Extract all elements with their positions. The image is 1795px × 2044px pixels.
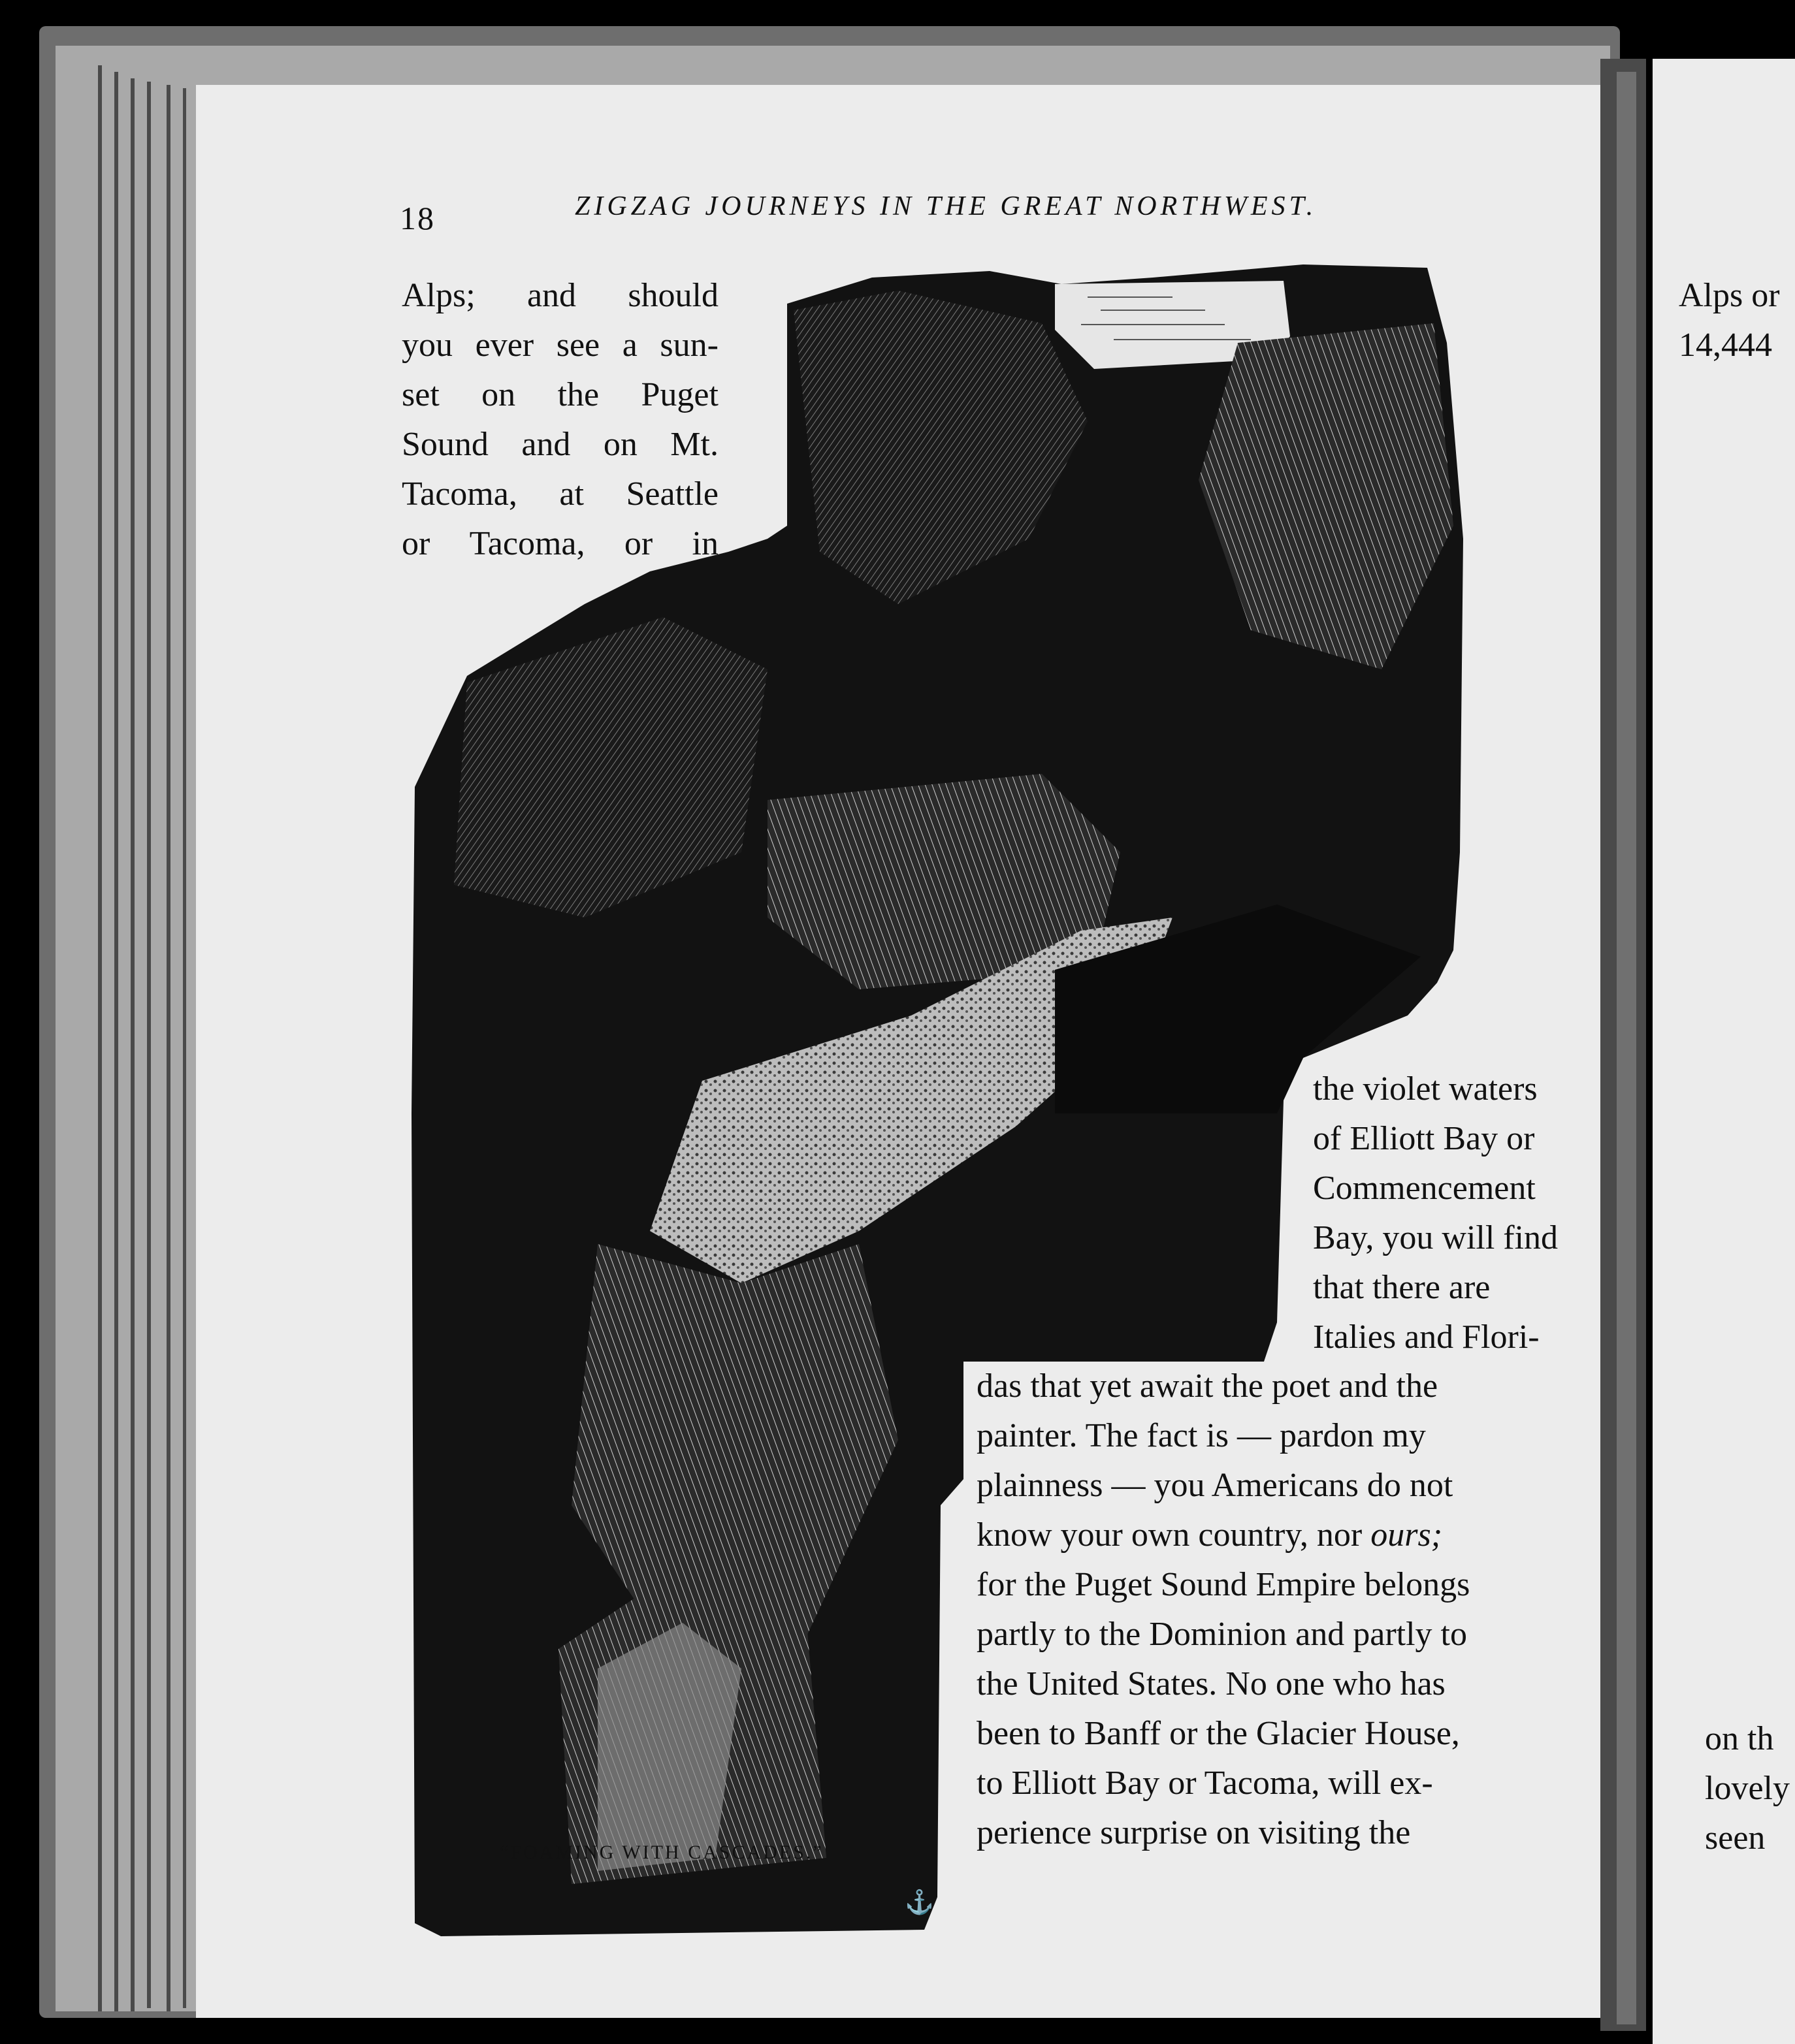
- facing-page-text-bottom: [1705, 1714, 1790, 1863]
- running-head: ZIGZAG JOURNEYS IN THE GREAT NORTHWEST.: [575, 191, 1318, 221]
- text-line: Italies and Flori-: [1313, 1318, 1540, 1356]
- text-line-with-italic: [977, 1510, 1620, 1560]
- text-segment: know your own country, nor: [977, 1516, 1371, 1554]
- text-line: the violet waters: [1313, 1070, 1538, 1108]
- text-line: of Elliott Bay or: [1313, 1120, 1535, 1157]
- page-edge-line: [98, 65, 102, 2011]
- text-line: Commencement: [1313, 1170, 1536, 1207]
- facing-page-text-top: [1679, 271, 1780, 370]
- page-edge-line: [131, 78, 135, 2011]
- text-line: plainness — you Americans do not: [977, 1467, 1453, 1504]
- text-line: Tacoma, at Seattle: [402, 475, 719, 513]
- italic-suffix: ;: [1431, 1516, 1443, 1554]
- bottom-text-column: [977, 1362, 1620, 1858]
- page-edge-line: [167, 85, 170, 2011]
- page-edge-line: [114, 72, 118, 2011]
- text-line: been to Banff or the Glacier House,: [977, 1715, 1460, 1752]
- svg-text:⚓: ⚓: [905, 1889, 934, 1915]
- text-line: das that yet await the poet and the: [977, 1367, 1438, 1405]
- text-line: Alps; and should: [402, 277, 719, 314]
- page-edge-line: [183, 88, 186, 2008]
- text-line: lovely: [1705, 1770, 1790, 1807]
- text-line: partly to the Dominion and partly to: [977, 1616, 1467, 1653]
- text-line: for the Puget Sound Empire belongs: [977, 1566, 1470, 1603]
- text-line: set on the Puget: [402, 376, 719, 413]
- text-line: Sound and on Mt.: [402, 426, 719, 463]
- text-line: on th: [1705, 1720, 1774, 1757]
- page-number: 18: [400, 200, 435, 236]
- text-line: Alps or: [1679, 277, 1780, 314]
- text-line: that there are: [1313, 1269, 1491, 1306]
- page-edge-line: [147, 82, 151, 2008]
- text-line: seen: [1705, 1819, 1766, 1857]
- text-line: painter. The fact is — pardon my: [977, 1417, 1426, 1454]
- italic-word: ours: [1370, 1516, 1431, 1554]
- right-text-column: [1313, 1064, 1615, 1362]
- text-line: Bay, you will find: [1313, 1219, 1559, 1256]
- text-line: 14,444: [1679, 327, 1772, 364]
- left-text-column: [402, 271, 719, 569]
- text-line: perience surprise on visiting the: [977, 1814, 1411, 1851]
- text-line: to Elliott Bay or Tacoma, will ex-: [977, 1765, 1433, 1802]
- text-line: or Tacoma, or in: [402, 525, 719, 562]
- illustration-caption: “FOAMING WITH CASCADES.”: [500, 1842, 824, 1863]
- text-line: you ever see a sun-: [402, 327, 719, 364]
- text-line: the United States. No one who has: [977, 1665, 1446, 1702]
